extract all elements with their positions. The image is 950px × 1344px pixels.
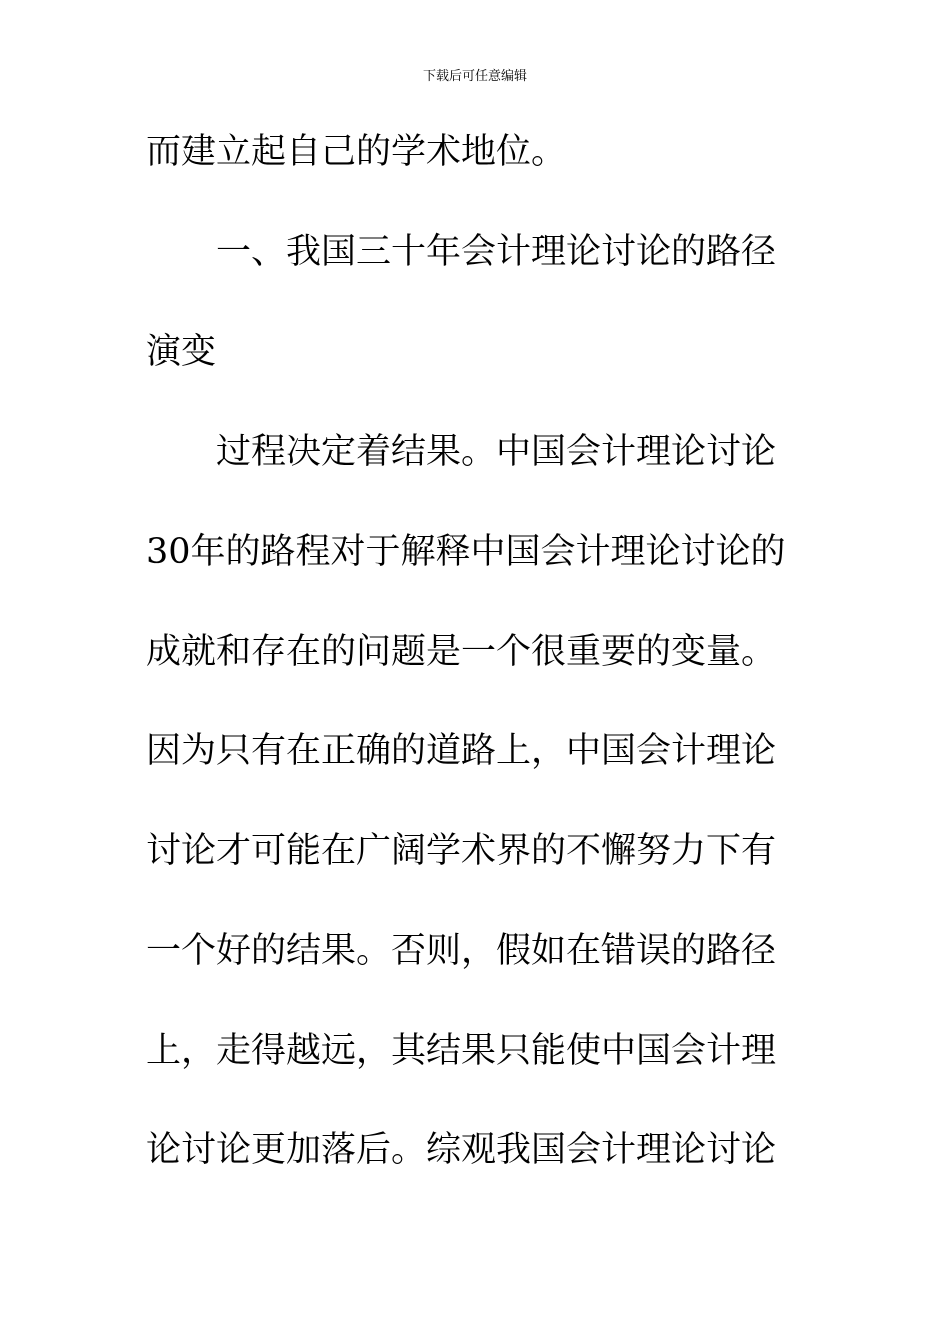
text-line: 论讨论更加落后。综观我国会计理论讨论	[146, 1130, 777, 1170]
section-heading: 一、我国三十年会计理论讨论的路径	[216, 232, 777, 272]
section-heading-continued: 演变	[146, 332, 217, 372]
text-line: 30年的路程对于解释中国会计理论讨论的	[146, 532, 786, 572]
text-line: 而建立起自己的学术地位。	[146, 132, 567, 172]
paragraph-first-line: 过程决定着结果。中国会计理论讨论	[216, 432, 777, 472]
text-line: 因为只有在正确的道路上，中国会计理论	[146, 731, 777, 771]
text-line: 一个好的结果。否则，假如在错误的路径	[146, 931, 777, 971]
text-line: 成就和存在的问题是一个很重要的变量。	[146, 632, 777, 672]
page-header-note: 下载后可任意编辑	[422, 69, 527, 84]
text-line: 讨论才可能在广阔学术界的不懈努力下有	[146, 831, 777, 871]
text-line: 上，走得越远，其结果只能使中国会计理	[146, 1031, 777, 1071]
